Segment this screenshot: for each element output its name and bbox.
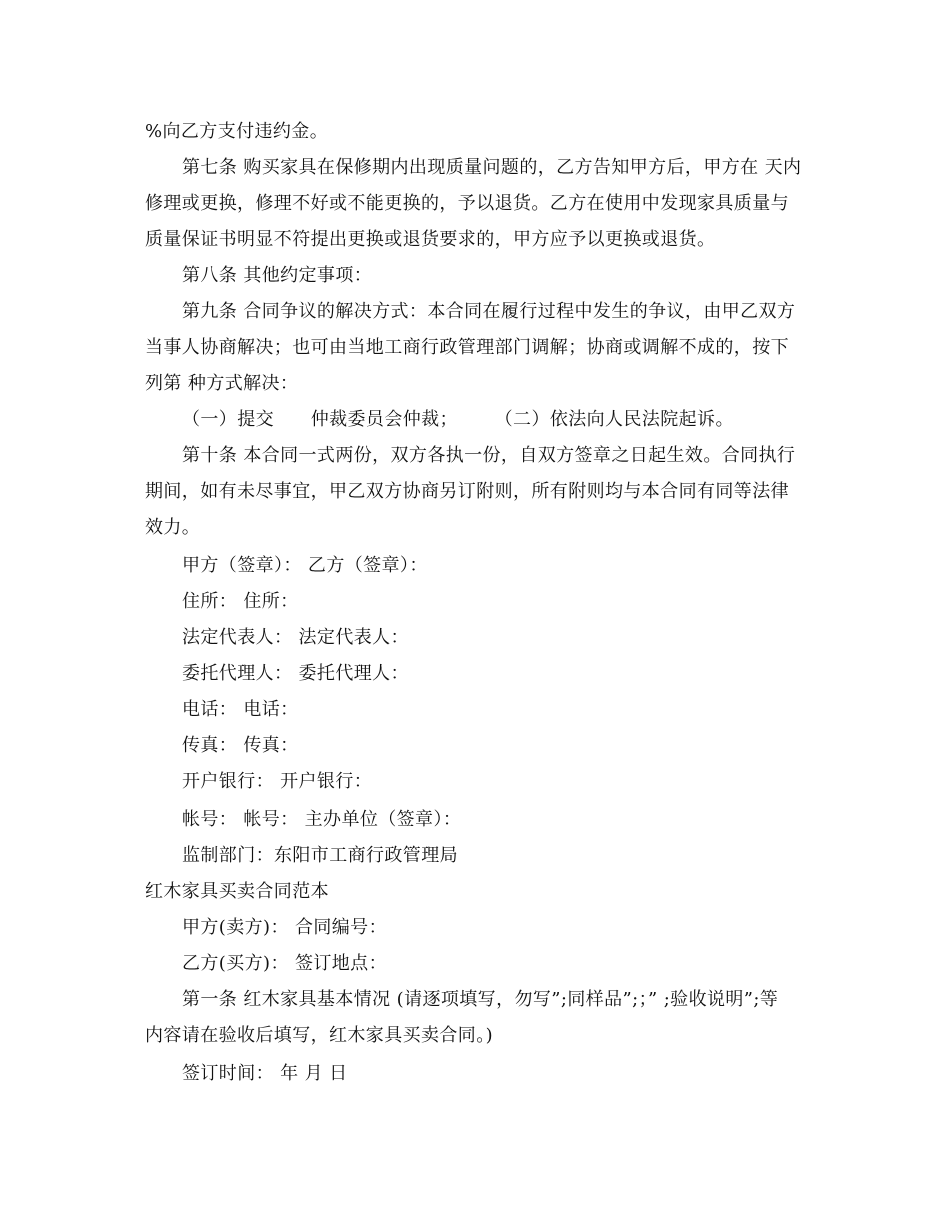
clause-1-line-1: 第一条 红木家具基本情况 (请逐项填写，勿写”;同样品”;；” ;验收说明”;等	[182, 989, 779, 1010]
signing-date-line: 签订时间： 年 月 日	[182, 1063, 348, 1084]
seller-line: 甲方(卖方)： 合同编号：	[182, 917, 387, 938]
clause-1-line-2: 内容请在验收后填写，红木家具买卖合同。)	[145, 1025, 494, 1046]
agent-line: 委托代理人： 委托代理人：	[182, 663, 409, 684]
clause-7-line-1: 第七条 购买家具在保修期内出现质量问题的，乙方告知甲方后，甲方在 天内	[182, 157, 802, 178]
address-line: 住所： 住所：	[182, 591, 299, 612]
clause-9-line-3: 列第 种方式解决：	[145, 373, 299, 394]
fax-line: 传真： 传真：	[182, 735, 299, 756]
clause-7-line-3: 质量保证书明显不符提出更换或退货要求的，甲方应予以更换或退货。	[145, 229, 716, 250]
bank-line: 开户银行： 开户银行：	[182, 771, 373, 792]
legal-rep-line: 法定代表人： 法定代表人：	[182, 627, 409, 648]
dispute-options: （一）提交 仲裁委员会仲裁； （二）依法向人民法院起诉。	[182, 409, 734, 430]
contract-title: 红木家具买卖合同范本	[145, 881, 329, 902]
clause-10-line-1: 第十条 本合同一式两份，双方各执一份，自双方签章之日起生效。合同执行	[182, 445, 796, 466]
clause-10-line-2: 期间，如有未尽事宜，甲乙双方协商另订附则，所有附则均与本合同有同等法律	[145, 481, 789, 502]
signature-line: 甲方（签章）： 乙方（签章）：	[182, 555, 428, 576]
clause-8: 第八条 其他约定事项：	[182, 265, 373, 286]
clause-9-line-2: 当事人协商解决；也可由当地工商行政管理部门调解；协商或调解不成的，按下	[145, 337, 789, 358]
clause-7-line-2: 修理或更换，修理不好或不能更换的，予以退货。乙方在使用中发现家具质量与	[145, 193, 789, 214]
text-line-penalty: %向乙方支付违约金。	[145, 121, 329, 142]
phone-line: 电话： 电话：	[182, 699, 299, 720]
clause-10-line-3: 效力。	[145, 517, 201, 538]
account-line: 帐号： 帐号： 主办单位（签章）：	[182, 809, 462, 830]
buyer-line: 乙方(买方)： 签订地点：	[182, 953, 387, 974]
supervisor-line: 监制部门：东阳市工商行政管理局	[182, 845, 458, 866]
clause-9-line-1: 第九条 合同争议的解决方式：本合同在履行过程中发生的争议，由甲乙双方	[182, 301, 796, 322]
